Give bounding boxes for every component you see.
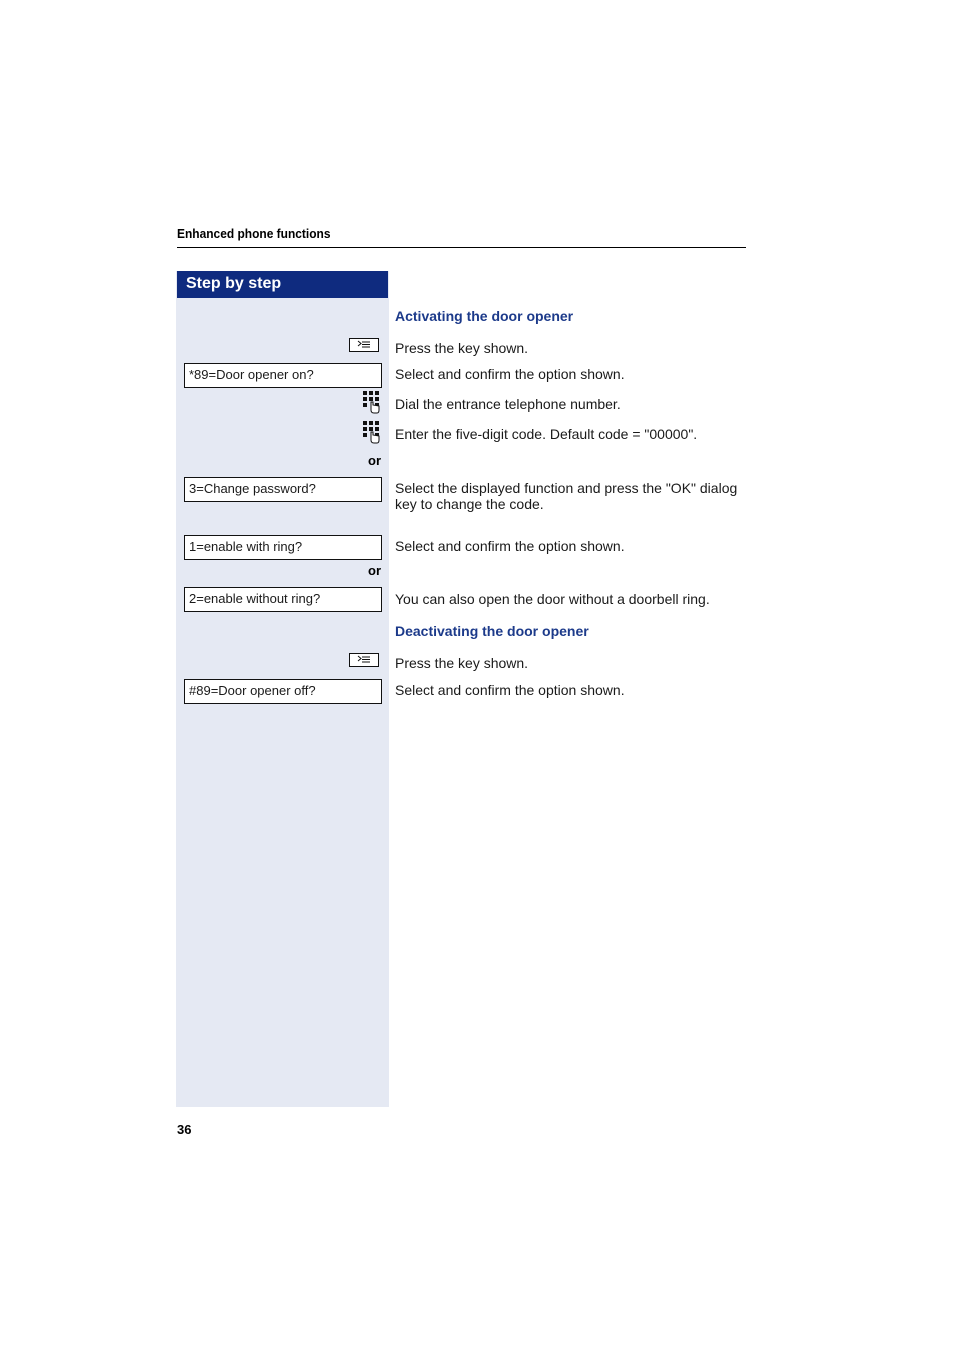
display-enable-with-ring[interactable]: 1=enable with ring?: [184, 535, 382, 560]
or-label: or: [368, 563, 381, 578]
display-door-opener-off[interactable]: #89=Door opener off?: [184, 679, 382, 704]
sidebar-title: Step by step: [177, 271, 388, 298]
step-select-option-deactivate: Select and confirm the option shown.: [395, 682, 625, 698]
display-enable-without-ring[interactable]: 2=enable without ring?: [184, 587, 382, 612]
deactivate-heading: Deactivating the door opener: [395, 623, 589, 639]
menu-key-icon: [349, 653, 379, 667]
page-number: 36: [177, 1122, 192, 1137]
step-enable-without-ring: You can also open the door without a doorbell ring.: [395, 591, 710, 607]
keypad-icon: [362, 420, 382, 444]
step-press-key-deactivate: Press the key shown.: [395, 655, 529, 671]
header-rule: [177, 247, 746, 248]
section-title: Enhanced phone functions: [177, 226, 331, 241]
step-select-option: Select and confirm the option shown.: [395, 366, 625, 382]
display-door-opener-on[interactable]: *89=Door opener on?: [184, 363, 382, 388]
step-press-key: Press the key shown.: [395, 340, 529, 356]
or-label: or: [368, 453, 381, 468]
step-dial-number: Dial the entrance telephone number.: [395, 396, 621, 412]
step-enter-code: Enter the five-digit code. Default code = "00000".: [395, 426, 698, 442]
menu-key-icon: [349, 338, 379, 352]
keypad-icon: [362, 390, 382, 414]
activate-heading: Activating the door opener: [395, 308, 574, 324]
step-change-password: Select the displayed function and press the "OK" dialog key to change the code.: [395, 480, 738, 512]
display-change-password[interactable]: 3=Change password?: [184, 477, 382, 502]
step-enable-with-ring: Select and confirm the option shown.: [395, 538, 625, 554]
